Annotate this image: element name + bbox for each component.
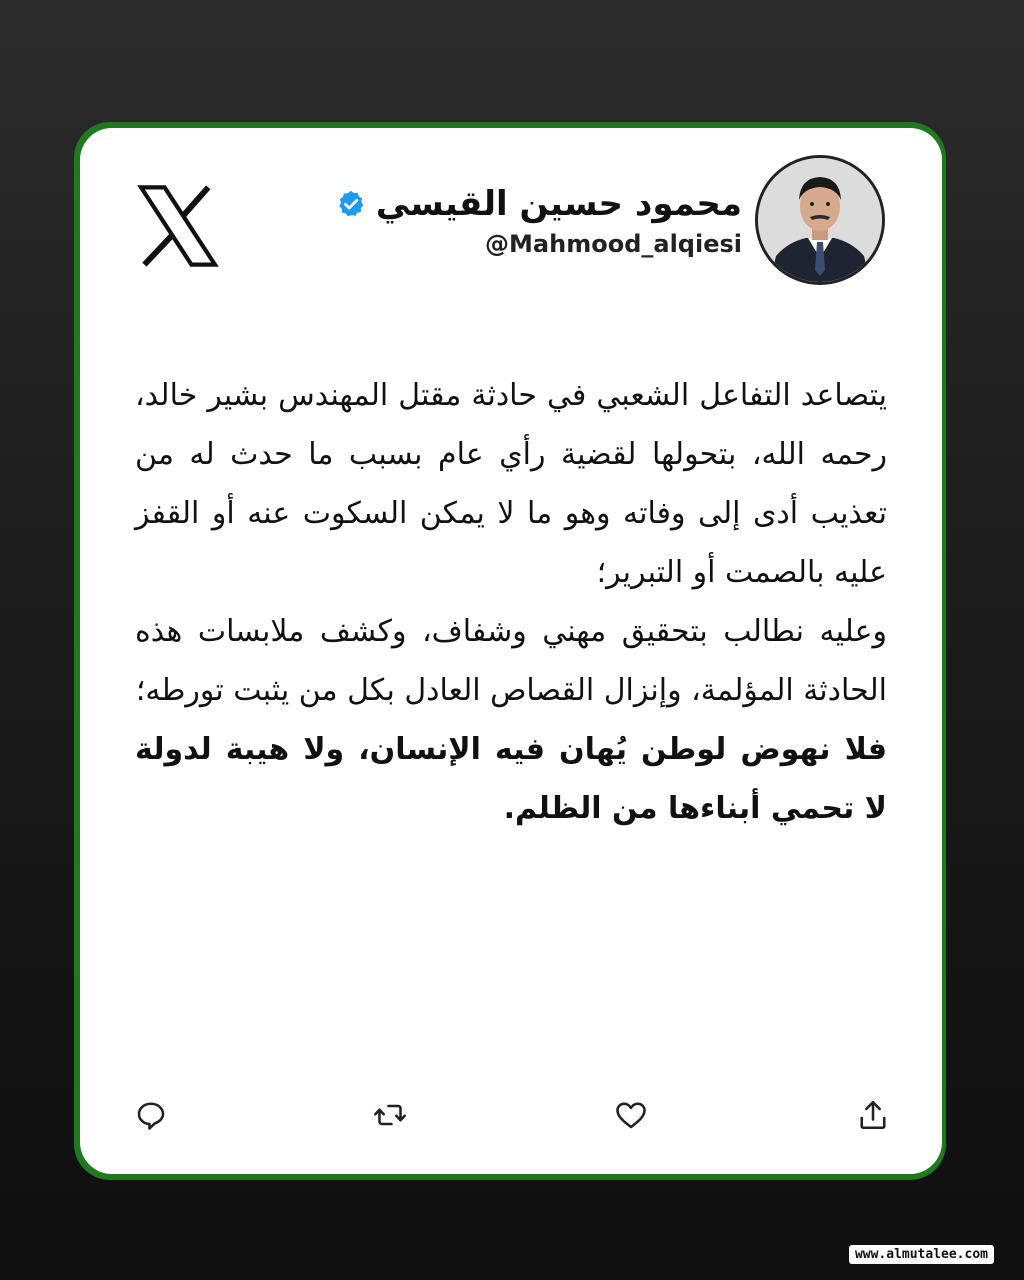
repost-button[interactable]: [372, 1097, 408, 1133]
repost-icon: [372, 1097, 408, 1133]
like-button[interactable]: [613, 1097, 649, 1133]
post-body: [135, 366, 887, 838]
post-paragraph-3: فلا نهوض لوطن يُهان فيه الإنسان، ولا هيبة لدولة لا تحمي أبناءها من الظلم.: [135, 732, 887, 826]
avatar[interactable]: [755, 155, 885, 285]
share-icon: [855, 1097, 891, 1133]
reply-icon: [133, 1097, 169, 1133]
avatar-portrait: [758, 158, 882, 282]
post-paragraph-1: يتصاعد التفاعل الشعبي في حادثة مقتل المهندس بشير خالد، رحمه الله، بتحولها لقضية رأي عام بسبب ما حدث له من تعذيب أدى إلى وفاته وهو ما لا يمكن السكوت عنه أو القفز عليه بالصمت أو التبرير؛: [135, 378, 887, 590]
heart-icon: [613, 1097, 649, 1133]
author-handle[interactable]: @Mahmood_alqiesi: [485, 230, 742, 258]
reply-button[interactable]: [133, 1097, 169, 1133]
author-row: [336, 180, 742, 228]
verified-badge-icon: [336, 189, 366, 219]
post-paragraph-2: وعليه نطالب بتحقيق مهني وشفاف، وكشف ملابسات هذه الحادثة المؤلمة، وإنزال القصاص العادل بكل من يثبت تورطه؛: [135, 614, 887, 708]
share-button[interactable]: [855, 1097, 891, 1133]
author-name[interactable]: محمود حسين القيسي: [375, 184, 742, 224]
x-logo-icon[interactable]: [136, 184, 220, 268]
site-watermark: www.almutalee.com: [849, 1245, 994, 1264]
